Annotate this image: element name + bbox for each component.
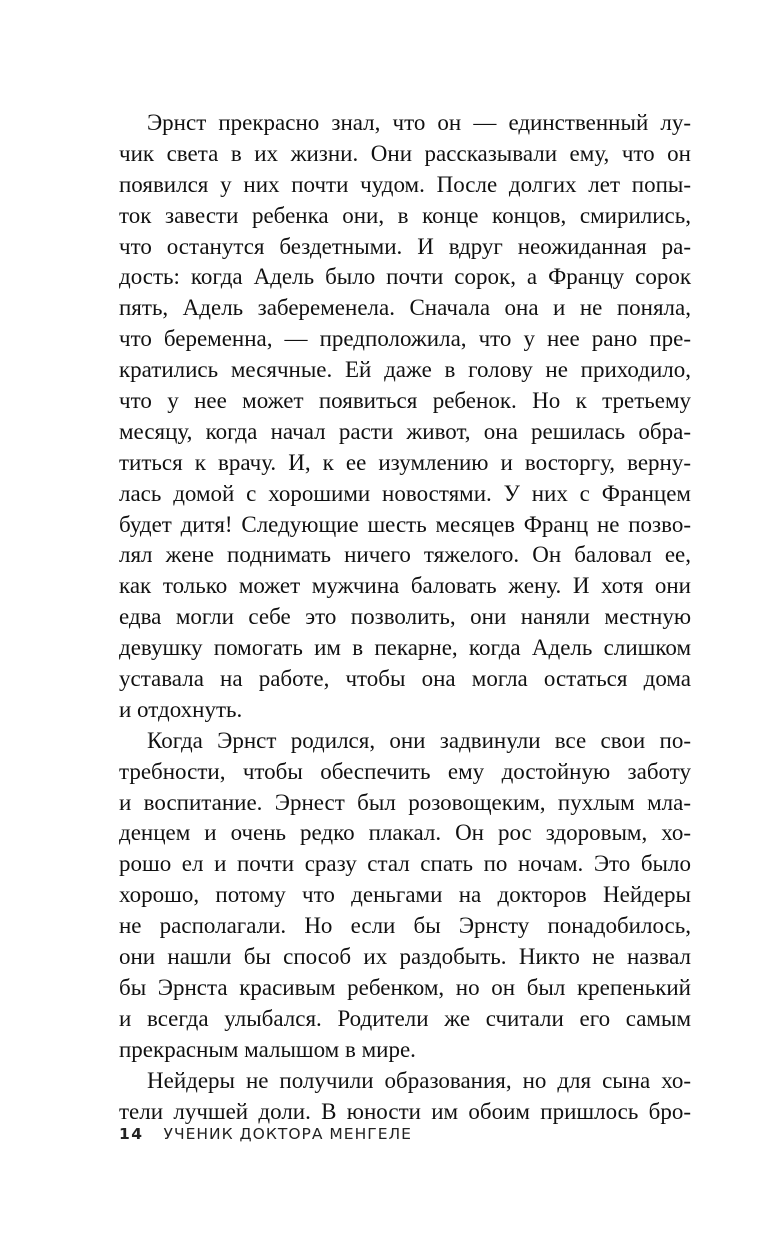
text-line: девушку помогать им в пекарне, когда Адель слишком	[119, 635, 691, 661]
text-line: хорошо, потому что деньгами на докторов Нейдеры	[119, 882, 691, 908]
text-line: они нашли бы способ их раздобыть. Никто не назвал	[119, 944, 691, 970]
text-line: месяцу, когда начал расти живот, она решилась обра-	[119, 418, 691, 444]
page-footer	[119, 1125, 412, 1143]
text-line: и всегда улыбался. Родители же считали его самым	[119, 1005, 691, 1031]
text-line: что у нее может появиться ребенок. Но к третьему	[119, 388, 691, 414]
text-line: денцем и очень редко плакал. Он рос здоровым, хо-	[119, 820, 691, 846]
text-line: Нейдеры не получили образования, но для сына хо-	[147, 1067, 691, 1093]
page-number: 14	[119, 1125, 144, 1143]
text-line: требности, чтобы обеспечить ему достойную заботу	[119, 758, 691, 784]
text-line: пять, Адель забеременела. Сначала она и не поняла,	[119, 295, 691, 321]
text-line: Эрнст прекрасно знал, что он — единственный лу-	[147, 110, 691, 135]
text-line: рошо ел и почти сразу стал спать по ночам. Это было	[119, 851, 691, 877]
text-line: прекрасным малышом в мире.	[119, 1036, 416, 1062]
text-line: появился у них почти чудом. После долгих лет попы-	[119, 171, 691, 197]
text-line: лял жене поднимать ничего тяжелого. Он баловал ее,	[119, 542, 691, 568]
text-line: титься к врачу. И, к ее изумлению и восторгу, верну-	[119, 449, 691, 475]
text-line: лась домой с хорошими новостями. У них с Францем	[119, 480, 691, 506]
text-line: не располагали. Но если бы Эрнсту понадобилось,	[119, 913, 691, 939]
text-line: чик света в их жизни. Они рассказывали ему, что он	[119, 140, 691, 166]
running-title: УЧЕНИК ДОКТОРА МЕНГЕЛЕ	[163, 1125, 412, 1143]
text-line: едва могли себе это позволить, они наняли местную	[119, 604, 691, 630]
text-line: Когда Эрнст родился, они задвинули все свои по-	[147, 727, 691, 753]
text-line: и воспитание. Эрнест был розовощеким, пухлым мла-	[119, 789, 691, 815]
text-line: и отдохнуть.	[119, 696, 243, 722]
text-line: ток завести ребенка они, в конце концов, смирились,	[119, 202, 691, 228]
body-text	[119, 108, 691, 1127]
text-line: что останутся бездетными. И вдруг неожиданная ра-	[119, 233, 691, 259]
text-line: кратились месячные. Ей даже в голову не приходило,	[119, 357, 691, 383]
text-line: уставала на работе, чтобы она могла остаться дома	[119, 666, 691, 692]
text-line: бы Эрнста красивым ребенком, но он был крепенький	[119, 974, 691, 1000]
text-line: что беременна, — предположила, что у нее рано пре-	[119, 326, 691, 352]
text-line: дость: когда Адель было почти сорок, а Францу сорок	[119, 264, 691, 290]
text-line: тели лучшей доли. В юности им обоим пришлось бро-	[119, 1098, 691, 1124]
text-line: будет дитя! Следующие шесть месяцев Франц не позво-	[119, 511, 691, 537]
text-line: как только может мужчина баловать жену. И хотя они	[119, 573, 691, 599]
